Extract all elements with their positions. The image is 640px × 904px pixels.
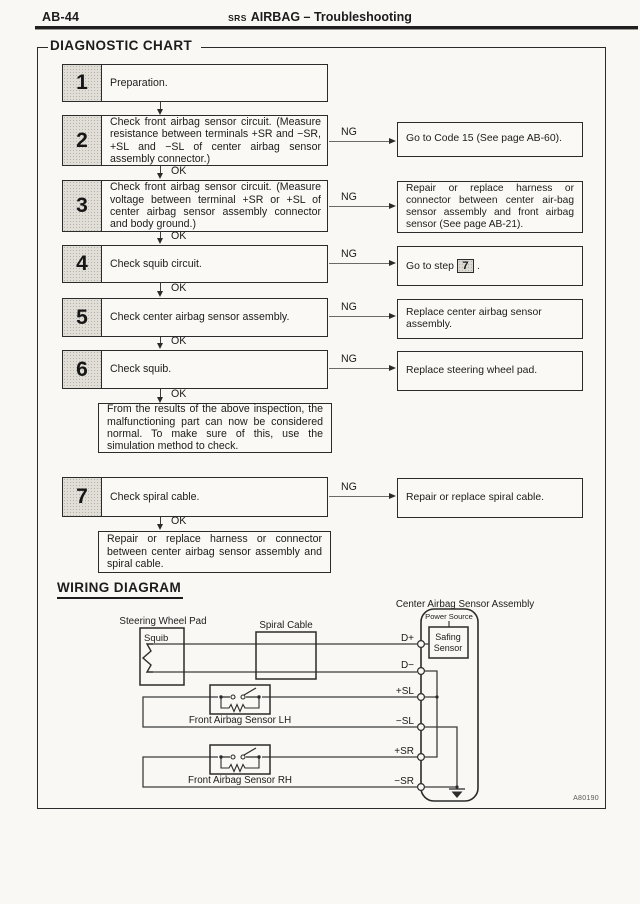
front-sensor-lh-label: Front Airbag Sensor LH: [188, 715, 292, 726]
step-number: 3: [63, 181, 102, 231]
step-ref-badge: 7: [457, 259, 474, 274]
step-text: Check squib circuit.: [110, 257, 202, 270]
spiral-cable-label: Spiral Cable: [259, 620, 313, 631]
step-number: 2: [63, 116, 102, 165]
ng-label: NG: [341, 353, 357, 365]
section-title: AIRBAG – Troubleshooting: [250, 10, 412, 24]
ng-label: NG: [341, 248, 357, 260]
ng-label: NG: [341, 301, 357, 313]
step-number: 4: [63, 246, 102, 282]
step-number: 1: [63, 65, 102, 101]
resistor-symbol: [221, 757, 259, 772]
ok-label: OK: [171, 335, 187, 347]
ng-action-text: Go to Code 15 (See page AB-60).: [406, 133, 562, 145]
ok-label: OK: [171, 165, 187, 177]
terminal-label: D−: [400, 660, 414, 671]
terminal-label: −SL: [395, 716, 414, 727]
step-text: Check center airbag sensor assembly.: [110, 311, 290, 324]
terminal-circle: [418, 668, 425, 675]
switch-blade: [244, 688, 256, 695]
terminal-label: D+: [400, 633, 414, 644]
figure-code: A80190: [573, 795, 599, 802]
step-text: Preparation.: [110, 76, 168, 89]
terminal-circle: [418, 784, 425, 791]
terminal-label: −SR: [394, 776, 414, 787]
step-text: Check front airbag sensor circuit. (Measure resistance between terminals +SR and −SR, +SL and −SL of center airbag sensor assembly connector.): [110, 115, 321, 165]
safing-sensor-label: Sensor: [433, 643, 463, 653]
page-number: AB-44: [42, 10, 80, 24]
terminal-label: +SR: [394, 746, 414, 757]
safing-sensor-label: Safing: [435, 632, 461, 642]
switch-contact: [231, 755, 235, 759]
front-sensor-rh-label: Front Airbag Sensor RH: [187, 775, 293, 786]
ng-label: NG: [341, 126, 357, 138]
return-internal-wire: [425, 727, 457, 789]
diagnostic-chart-title: DIAGNOSTIC CHART: [48, 38, 201, 53]
front-sensor-lh-box: [210, 685, 270, 714]
ok-result-text: From the results of the above inspection, the malfunctioning part can now be considered normal. To make sure of this, use the simulation method to check.: [107, 403, 323, 453]
ok-label: OK: [171, 388, 187, 400]
terminal-circle: [418, 724, 425, 731]
ng-label: NG: [341, 481, 357, 493]
junction-dot: [455, 785, 458, 788]
step-number: 7: [63, 478, 102, 516]
squib-symbol: [143, 644, 153, 672]
feed-internal-wire: [425, 671, 437, 757]
switch-contact: [241, 695, 245, 699]
step-text: Check front airbag sensor circuit. (Measure voltage between terminal +SR or +SL of center airbag sensor assembly connector and body ground.): [110, 181, 321, 231]
ok-result-text: Repair or replace harness or connector between center airbag sensor assembly and spiral cable.: [107, 533, 322, 571]
switch-blade: [244, 748, 256, 755]
ok-label: OK: [171, 282, 187, 294]
junction-dot: [435, 695, 438, 698]
wiring-diagram-title: WIRING DIAGRAM: [57, 580, 183, 599]
resistor-symbol: [221, 697, 259, 712]
terminal-circle: [418, 694, 425, 701]
switch-contact: [231, 695, 235, 699]
ng-action-text: Repair or replace harness or connector between center air-bag sensor assembly and front airbag sensor (See page AB-21).: [406, 182, 574, 231]
squib-label: Squib: [144, 633, 169, 644]
step-number: 5: [63, 299, 102, 336]
ground-icon: [452, 792, 463, 799]
front-sensor-rh-box: [210, 745, 270, 774]
ng-action-text: Replace steering wheel pad.: [406, 364, 538, 376]
power-source-label: Power Source: [425, 612, 473, 621]
ok-label: OK: [171, 515, 187, 527]
step-text: Check squib.: [110, 363, 172, 376]
squib-wires: [153, 644, 417, 672]
step-number: 6: [63, 351, 102, 388]
ng-action-text: Replace center airbag sensor assembly.: [406, 306, 542, 330]
switch-contact: [241, 755, 245, 759]
steering-wheel-pad-label: Steering Wheel Pad: [119, 616, 207, 627]
terminal-label: +SL: [395, 686, 414, 697]
terminal-circle: [418, 641, 425, 648]
ok-label: OK: [171, 230, 187, 242]
system-abbrev: SRS: [228, 13, 247, 23]
center-assembly-label: Center Airbag Sensor Assembly: [395, 599, 535, 610]
step-text: Check spiral cable.: [110, 490, 200, 503]
ng-label: NG: [341, 191, 357, 203]
terminal-circle: [418, 754, 425, 761]
ng-action-text: Repair or replace spiral cable.: [406, 491, 545, 503]
ng-action-text: Go to step 7 .: [406, 259, 480, 272]
